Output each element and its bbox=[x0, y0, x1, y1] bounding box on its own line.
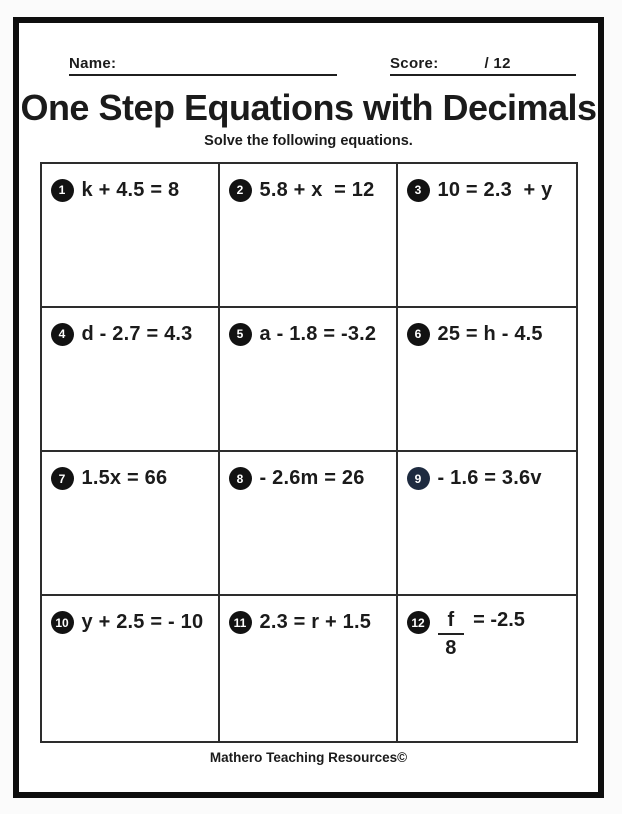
problem-cell bbox=[398, 164, 576, 308]
problem-number-badge: 1 bbox=[51, 179, 74, 202]
problem-cell bbox=[42, 164, 220, 308]
fraction-numerator: f bbox=[438, 609, 465, 635]
problem-number-badge: 7 bbox=[51, 467, 74, 490]
fraction-denominator: 8 bbox=[445, 637, 457, 660]
problem-number-badge: 10 bbox=[51, 611, 74, 634]
problem-number-badge: 4 bbox=[51, 323, 74, 346]
problem-equation: 5.8 + x = 12 bbox=[259, 178, 375, 201]
score-value: / 12 bbox=[484, 55, 511, 72]
problem-equation bbox=[438, 609, 525, 660]
problem-number-badge: 2 bbox=[229, 179, 252, 202]
problem-equation: 2.3 = r + 1.5 bbox=[259, 611, 372, 634]
problem-number-badge: 9 bbox=[407, 467, 430, 490]
problem-cell bbox=[398, 452, 576, 596]
worksheet-instructions: Solve the following equations. bbox=[204, 132, 413, 149]
problem-cell bbox=[398, 308, 576, 452]
problem-cell bbox=[220, 308, 398, 452]
problem-equation: - 2.6m = 26 bbox=[259, 467, 365, 490]
problem-number-badge: 6 bbox=[407, 323, 430, 346]
problem-equation: a - 1.8 = -3.2 bbox=[259, 322, 377, 345]
worksheet-border-frame bbox=[13, 17, 604, 798]
problem-number-badge: 12 bbox=[407, 611, 430, 634]
problem-number-badge: 8 bbox=[229, 467, 252, 490]
name-line bbox=[69, 55, 337, 76]
problem-equation: 10 = 2.3 + y bbox=[437, 178, 553, 201]
problem-number-badge: 5 bbox=[229, 323, 252, 346]
fraction bbox=[438, 609, 465, 660]
score-label: Score: bbox=[390, 55, 439, 72]
problem-cell bbox=[398, 596, 576, 740]
problem-equation: d - 2.7 = 4.3 bbox=[81, 322, 193, 345]
problem-cell bbox=[220, 596, 398, 740]
problem-number-badge: 11 bbox=[229, 611, 252, 634]
problems-grid bbox=[40, 162, 578, 743]
name-label: Name: bbox=[69, 55, 117, 72]
problem-cell bbox=[220, 164, 398, 308]
problem-cell bbox=[42, 308, 220, 452]
score-line bbox=[390, 55, 576, 76]
problem-equation: 25 = h - 4.5 bbox=[437, 322, 543, 345]
problem-equation: k + 4.5 = 8 bbox=[81, 178, 180, 201]
problem-number-badge: 3 bbox=[407, 179, 430, 202]
worksheet-header bbox=[19, 23, 598, 76]
problem-equation: y + 2.5 = - 10 bbox=[81, 611, 204, 634]
problem-equation: 1.5x = 66 bbox=[81, 467, 168, 490]
fraction-equals-value: = -2.5 bbox=[473, 609, 525, 632]
footer-credit: Mathero Teaching Resources© bbox=[209, 749, 408, 765]
problem-cell bbox=[42, 452, 220, 596]
problem-cell bbox=[42, 596, 220, 740]
problem-equation: - 1.6 = 3.6v bbox=[437, 467, 542, 490]
problem-cell bbox=[220, 452, 398, 596]
worksheet-title: One Step Equations with Decimals bbox=[20, 87, 597, 128]
